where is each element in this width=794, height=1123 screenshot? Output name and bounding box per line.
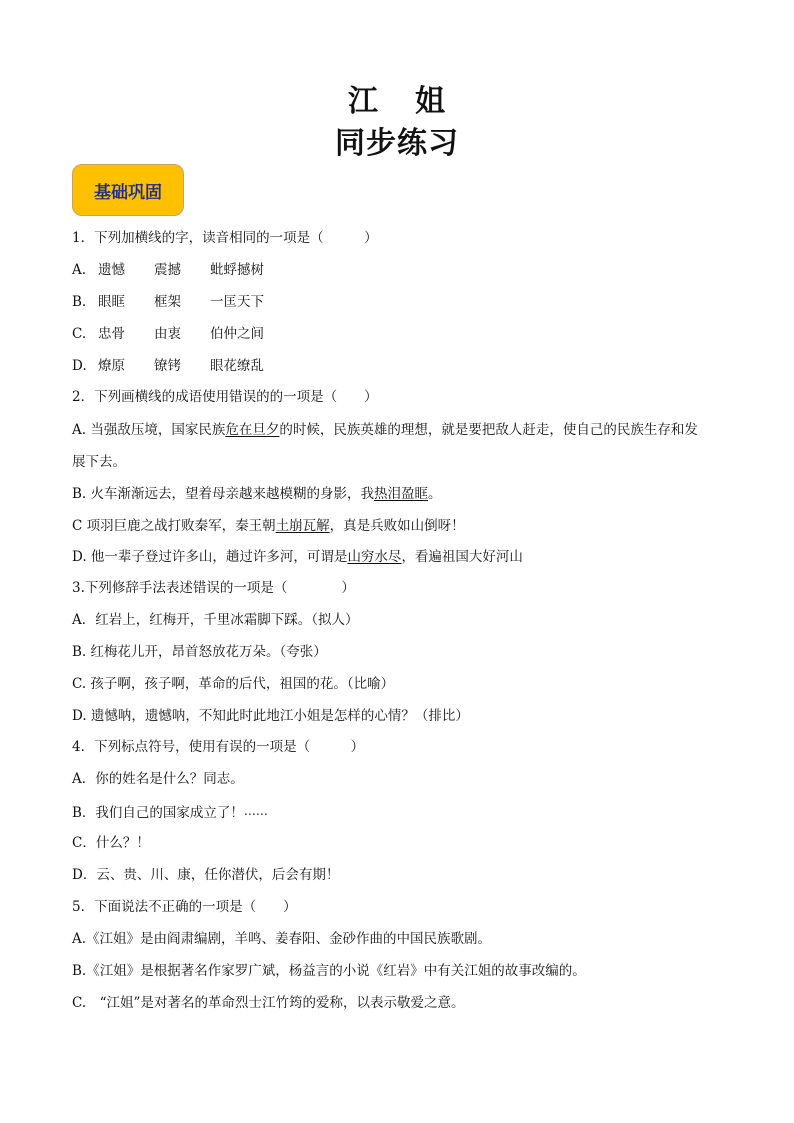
text: D. 他一辈子登过许多山，趟过许多河，可谓是 [72, 549, 348, 565]
q1-stem: 1．下列加横线的字，读音相同的一项是（ ） [72, 230, 378, 246]
option-word-3: 眼花缭乱 [210, 358, 264, 374]
option-word-2: 框架 [154, 294, 181, 310]
option-word-1: 遗憾 [98, 262, 125, 278]
title-char-1: 江 [348, 84, 379, 119]
underlined-idiom: 热泪盈眶 [374, 486, 429, 502]
page-subtitle: 同步练习 [335, 126, 459, 161]
option-word-3: 蚍蜉撼树 [210, 262, 264, 278]
option-word-3: 伯仲之间 [210, 326, 264, 342]
q4-option-c: C．什么？！ [72, 835, 150, 851]
q1-option-c [72, 325, 264, 343]
title-char-2: 姐 [415, 84, 446, 119]
q5-option-c: C. “江姐”是对著名的革命烈士江竹筠的爱称，以表示敬爱之意。 [72, 995, 465, 1011]
q2-option-a-cont: 展下去。 [72, 454, 126, 470]
q4-option-d: D．云、贵、川、康，任你潜伏，后会有期！ [72, 867, 340, 883]
option-word-1: 忠骨 [98, 326, 125, 342]
q4-option-a: A．你的姓名是什么？同志。 [72, 771, 244, 787]
underlined-idiom: 山穷水尽 [347, 549, 402, 565]
q5-stem: 5．下面说法不正确的一项是（ ） [72, 899, 297, 915]
q2-option-b [72, 485, 442, 503]
option-key: B. [72, 294, 87, 310]
q3-option-d: D. 遗憾呐，遗憾呐，不知此时此地江小姐是怎样的心情？（排比） [72, 708, 469, 724]
section-badge: 基础巩固 [72, 164, 184, 216]
option-word-2: 镣铐 [154, 358, 181, 374]
option-key: A. [72, 262, 87, 278]
text: 的时候，民族英雄的理想，就是要把敌人赶走，使自己的民族生存和发 [279, 422, 698, 438]
q2-option-a [72, 421, 698, 439]
underlined-idiom: 土崩瓦解 [275, 518, 330, 534]
option-word-2: 震撼 [154, 262, 181, 278]
q2-option-c [72, 517, 465, 535]
option-word-1: 眼眶 [98, 294, 125, 310]
q5-option-b: B.《江姐》是根据著名作家罗广斌，杨益言的小说《红岩》中有关江姐的故事改编的。 [72, 963, 586, 979]
option-word-1: 燎原 [98, 358, 125, 374]
option-key: C. [72, 326, 87, 342]
q4-stem: 4．下列标点符号，使用有误的一项是（ ） [72, 739, 365, 755]
text: ，真是兵败如山倒呀！ [329, 518, 465, 534]
option-word-3: 一匡天下 [210, 294, 264, 310]
option-word-2: 由衷 [154, 326, 181, 342]
text: B. 火车渐渐远去，望着母亲越来越模糊的身影，我 [72, 486, 375, 502]
text: 。 [428, 486, 442, 502]
q2-stem: 2．下列画横线的成语使用错误的的一项是（ ） [72, 389, 378, 405]
q1-option-b [72, 293, 264, 311]
q3-option-b: B. 红梅花儿开，昂首怒放花万朵。（夸张） [72, 644, 327, 660]
q5-option-a: A.《江姐》是由阎肃编剧，羊鸣、姜春阳、金砂作曲的中国民族歌剧。 [72, 931, 492, 947]
text: ，看遍祖国大好河山 [401, 549, 523, 565]
q2-option-d [72, 548, 523, 566]
page-title [0, 76, 794, 120]
ellipsis: …… [243, 804, 268, 818]
q3-option-c: C. 孩子啊，孩子啊，革命的后代，祖国的花。（比喻） [72, 676, 395, 692]
option-key: D. [72, 358, 87, 374]
q3-stem: 3.下列修辞手法表述错误的一项是（ ） [72, 580, 355, 596]
text: A. 当强敌压境，国家民族 [72, 422, 226, 438]
q3-option-a: A．红岩上，红梅开，千里冰霜脚下踩。（拟人） [72, 612, 359, 628]
q1-option-a [72, 261, 264, 279]
q4-option-b [72, 802, 268, 822]
underlined-idiom: 危在旦夕 [225, 422, 280, 438]
q1-option-d [72, 357, 264, 375]
text: C 项羽巨鹿之战打败秦军，秦王朝 [72, 518, 276, 534]
text: B．我们自己的国家成立了！ [72, 805, 244, 821]
